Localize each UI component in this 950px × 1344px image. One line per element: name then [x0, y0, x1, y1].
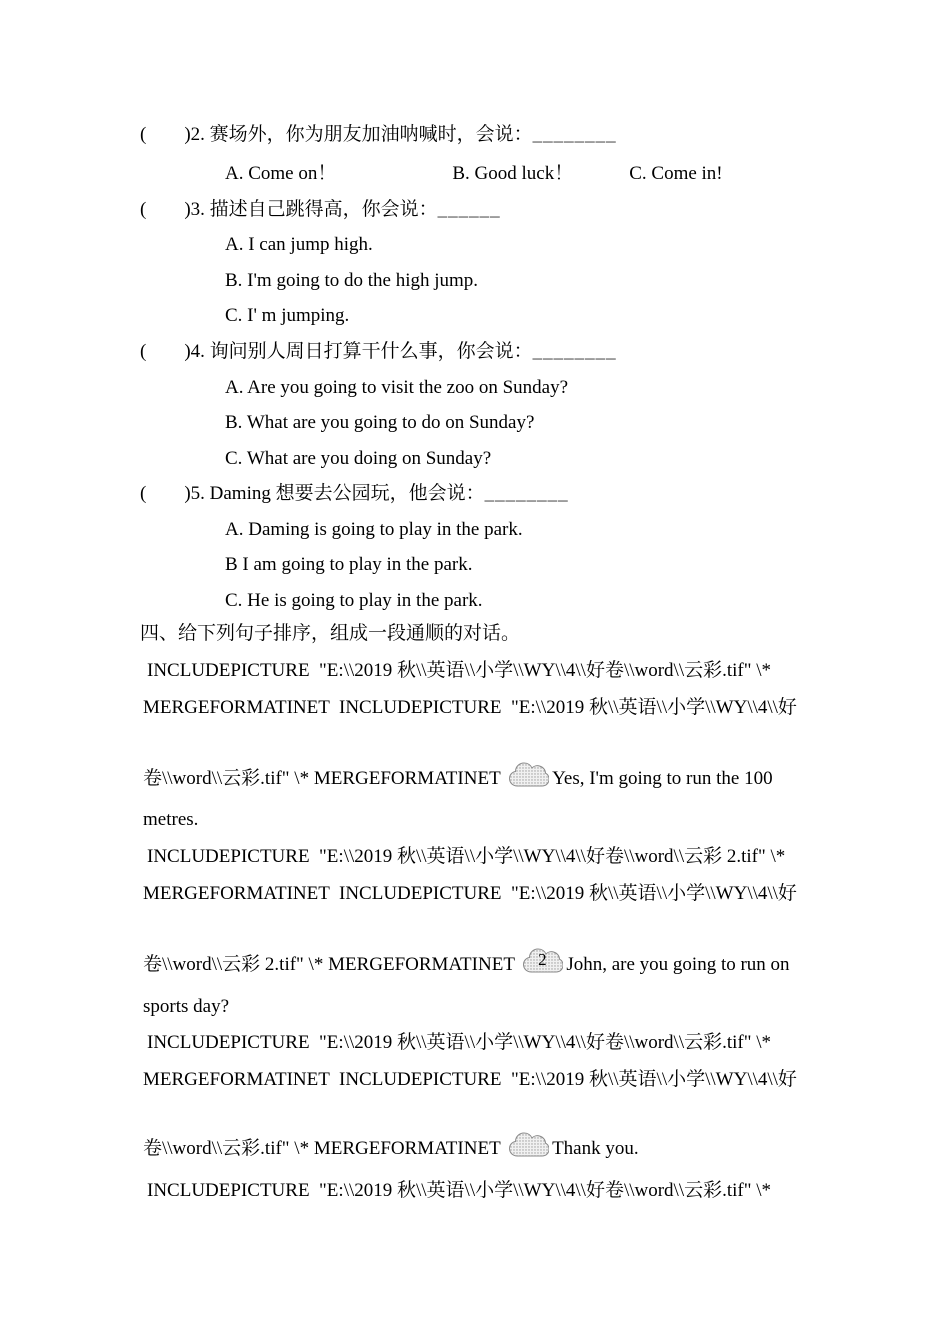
- question-line-4: [140, 338, 617, 365]
- option-a-q3: A. I can jump high.: [225, 234, 373, 255]
- option-a: A. Come on！: [225, 163, 337, 184]
- answer-blank: ________: [532, 124, 617, 145]
- question-line-5: [140, 480, 569, 507]
- options-row-q2: [225, 160, 723, 187]
- cloud-image-icon: [507, 758, 549, 791]
- option-c-q4: C. What are you doing on Sunday?: [225, 448, 492, 469]
- answer-paren: ( )2.: [140, 124, 210, 145]
- field-code-line: INCLUDEPICTURE "E:\\2019 秋\\英语\\小学\\WY\\4\\好卷\\word\\云彩.tif" \*: [147, 660, 772, 681]
- answer-paren: ( )4.: [140, 341, 210, 362]
- answer-blank: ______: [437, 199, 501, 220]
- cloud-number: 2: [538, 950, 547, 969]
- field-code-line: MERGEFORMATINET INCLUDEPICTURE "E:\\2019 秋\\英语\\小学\\WY\\4\\好: [143, 697, 797, 718]
- field-code-line: MERGEFORMATINET INCLUDEPICTURE "E:\\2019 秋\\英语\\小学\\WY\\4\\好: [143, 883, 797, 904]
- answer-blank: ________: [484, 483, 569, 504]
- question-stem: 描述自己跳得高，你会说：: [209, 199, 438, 220]
- option-b-q3: B. I'm going to do the high jump.: [225, 270, 479, 291]
- cloud-2-image-icon: [521, 944, 563, 977]
- dialog-sentence-1: 卷\\word\\云彩.tif" \* MERGEFORMATINET Yes, I'm going to run the 100: [143, 758, 773, 792]
- field-code-line: INCLUDEPICTURE "E:\\2019 秋\\英语\\小学\\WY\\4\\好卷\\word\\云彩.tif" \*: [147, 1180, 772, 1201]
- dialog-sentence-1-cont: metres.: [143, 809, 199, 830]
- option-c: C. Come in!: [629, 163, 723, 184]
- field-code-line: INCLUDEPICTURE "E:\\2019 秋\\英语\\小学\\WY\\4\\好卷\\word\\云彩.tif" \*: [147, 1032, 772, 1053]
- option-b-q5: B I am going to play in the park.: [225, 554, 473, 575]
- question-line-3: [140, 196, 501, 223]
- question-stem: Daming 想要去公园玩，他会说：: [209, 483, 485, 504]
- dialog-sentence-2-cont: sports day?: [143, 996, 230, 1017]
- option-a-q4: A. Are you going to visit the zoo on Sunday?: [225, 377, 569, 398]
- option-b-q4: B. What are you going to do on Sunday?: [225, 412, 535, 433]
- question-stem: 赛场外，你为朋友加油呐喊时，会说：: [209, 124, 533, 145]
- answer-paren: ( )5.: [140, 483, 210, 504]
- dialog-sentence-3: 卷\\word\\云彩.tif" \* MERGEFORMATINET Thank you.: [143, 1128, 639, 1162]
- dialog-sentence-2: 卷\\word\\云彩 2.tif" \* MERGEFORMATINET 2 John, are you going to run on: [143, 944, 790, 978]
- option-c-q5: C. He is going to play in the park.: [225, 590, 483, 611]
- question-line-2: [140, 121, 617, 148]
- field-code-line: MERGEFORMATINET INCLUDEPICTURE "E:\\2019 秋\\英语\\小学\\WY\\4\\好: [143, 1069, 797, 1090]
- option-c-q3: C. I' m jumping.: [225, 305, 350, 326]
- section-heading: 四、给下列句子排序，组成一段通顺的对话。: [140, 623, 521, 644]
- question-stem: 询问别人周日打算干什么事，你会说：: [209, 341, 533, 362]
- option-b: B. Good luck！: [452, 163, 574, 184]
- option-a-q5: A. Daming is going to play in the park.: [225, 519, 523, 540]
- answer-blank: ________: [532, 341, 617, 362]
- answer-paren: ( )3.: [140, 199, 210, 220]
- field-code-line: INCLUDEPICTURE "E:\\2019 秋\\英语\\小学\\WY\\4\\好卷\\word\\云彩 2.tif" \*: [147, 846, 786, 867]
- cloud-image-icon: [507, 1128, 549, 1161]
